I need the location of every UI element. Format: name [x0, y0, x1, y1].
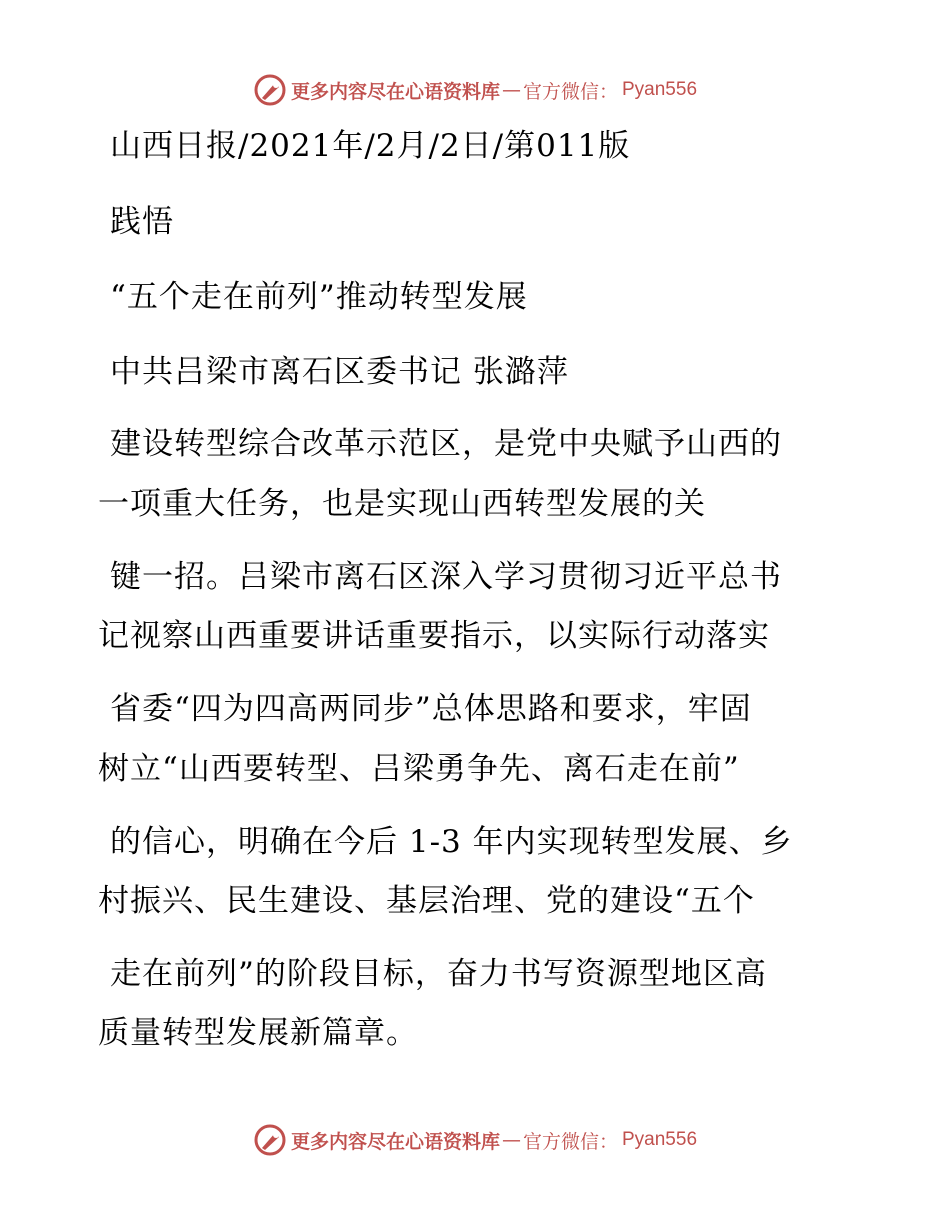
watermark-wechat-id: Pyan556	[622, 79, 698, 100]
body-line: 建设转型综合改革示范区，是党中央赋予山西的	[110, 426, 782, 462]
column-name: 践悟	[110, 204, 174, 240]
body-line: 质量转型发展新篇章。	[98, 1015, 418, 1051]
body-line: 记视察山西重要讲话重要指示，以实际行动落实	[98, 618, 770, 654]
watermark-text: 更多内容尽在心语资料库	[290, 80, 500, 103]
watermark-wechat-id: Pyan556	[622, 1129, 698, 1150]
watermark-label: 官方微信：	[522, 80, 618, 103]
body-line: 树立“山西要转型、吕梁勇争先、离石走在前”	[98, 751, 740, 787]
footer-watermark	[0, 1120, 950, 1160]
watermark-separator: —	[501, 1129, 521, 1151]
article-author: 中共吕梁市离石区委书记 张潞萍	[110, 354, 569, 390]
source-line: 山西日报/2021年/2月/2日/第011版	[110, 128, 631, 164]
body-line: 一项重大任务，也是实现山西转型发展的关	[98, 486, 706, 522]
pen-nib-logo-icon	[253, 1123, 287, 1157]
body-line: 的信心，明确在今后 1-3 年内实现转型发展、乡	[110, 824, 793, 860]
watermark-text: 更多内容尽在心语资料库	[290, 1130, 500, 1153]
body-line: 村振兴、民生建设、基层治理、党的建设“五个	[98, 883, 755, 919]
body-line: 键一招。吕梁市离石区深入学习贯彻习近平总书	[110, 559, 782, 595]
body-line: 省委“四为四高两同步”总体思路和要求，牢固	[110, 691, 752, 727]
article-title: “五个走在前列”推动转型发展	[110, 279, 528, 315]
watermark-separator: —	[501, 79, 521, 101]
body-line: 走在前列”的阶段目标，奋力书写资源型地区高	[110, 956, 767, 992]
watermark-label: 官方微信：	[522, 1130, 618, 1153]
